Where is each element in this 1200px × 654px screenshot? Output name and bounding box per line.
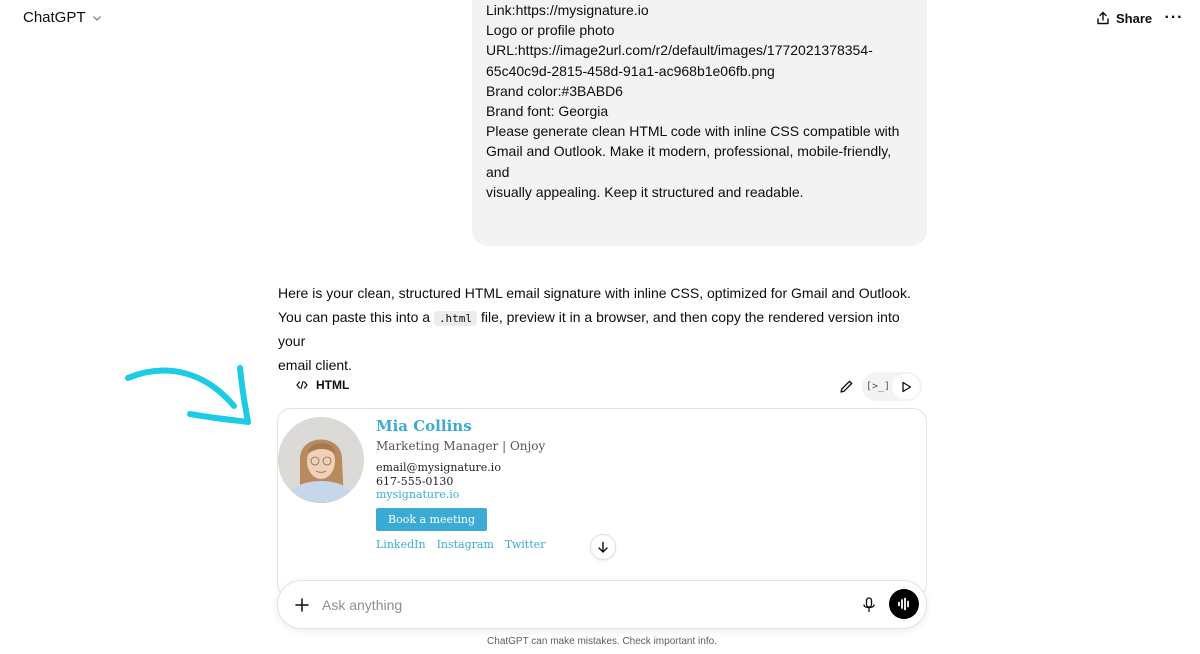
signature-name: Mia Collins	[376, 417, 472, 435]
reply-line-3: email client.	[278, 356, 352, 373]
user-message-line: Please generate clean HTML code with inline CSS compatible with	[486, 123, 900, 140]
annotation-arrow	[122, 360, 257, 435]
signature-title: Marketing Manager | Onjoy	[376, 439, 546, 453]
add-attachment-button[interactable]	[291, 594, 313, 616]
app-title: ChatGPT	[23, 9, 86, 26]
preview-run-button[interactable]	[892, 374, 920, 399]
user-message-line: Link:https://mysignature.io	[486, 2, 649, 18]
portrait-image	[278, 417, 364, 503]
signature-email[interactable]: email@mysignature.io	[376, 461, 501, 474]
dictate-button[interactable]	[858, 594, 880, 616]
social-links	[376, 538, 545, 551]
linkedin-link[interactable]: LinkedIn	[376, 537, 426, 551]
plus-icon	[295, 598, 309, 612]
share-label: Share	[1116, 10, 1153, 26]
pencil-icon	[839, 379, 854, 394]
user-message-line: Brand font: Georgia	[486, 103, 609, 120]
model-selector[interactable]	[23, 9, 102, 26]
chevron-down-icon	[92, 13, 102, 23]
code-language	[296, 378, 349, 392]
signature-preview	[277, 408, 927, 598]
assistant-reply	[278, 282, 928, 377]
code-language-label: HTML	[316, 378, 350, 392]
user-message-line: 65c40c9d-2815-458d-91a1-ac968b1e06fb.png	[486, 62, 775, 79]
profile-photo	[278, 417, 364, 503]
reply-line-1: Here is your clean, structured HTML email signature with inline CSS, optimized for Gmail and Outlook.	[278, 285, 911, 301]
scroll-to-bottom-button[interactable]	[590, 534, 616, 560]
waveform-icon	[897, 597, 911, 611]
signature-phone: 617-555-0130	[376, 474, 454, 488]
edit-code-button[interactable]	[836, 376, 856, 396]
view-toggle	[862, 372, 922, 401]
signature-content	[376, 415, 545, 551]
instagram-link[interactable]: Instagram	[436, 537, 494, 551]
user-message-line: URL:https://image2url.com/r2/default/images/1772021378354-	[486, 42, 873, 59]
reply-text: file, preview it in a browser, and then copy the rendered version into your	[278, 308, 900, 349]
book-meeting-button[interactable]: Book a meeting	[376, 508, 487, 531]
share-icon	[1096, 11, 1110, 25]
user-message-line: Brand color:#3BABD6	[486, 82, 623, 99]
inline-code: .html	[434, 311, 477, 326]
reply-text: You can paste this into a	[278, 308, 434, 325]
terminal-icon: [>_]	[865, 381, 891, 392]
user-message-line: Gmail and Outlook. Make it modern, professional, mobile-friendly, and	[486, 143, 896, 180]
message-input[interactable]	[322, 593, 842, 617]
more-icon: ···	[1164, 9, 1184, 26]
user-message-line: visually appealing. Keep it structured and readable.	[486, 183, 804, 200]
code-view-button[interactable]	[864, 374, 892, 399]
arrow-down-icon	[597, 541, 609, 554]
code-block-header	[278, 372, 926, 402]
user-message-bubble	[472, 0, 927, 246]
message-composer	[277, 580, 927, 629]
disclaimer: ChatGPT can make mistakes. Check important info.	[487, 636, 717, 647]
reply-line-2	[278, 306, 928, 354]
user-message-line: Logo or profile photo	[486, 22, 615, 39]
more-options-button[interactable]	[1162, 7, 1186, 29]
signature-website-link[interactable]: mysignature.io	[376, 488, 460, 501]
twitter-link[interactable]: Twitter	[504, 537, 546, 551]
microphone-icon	[862, 597, 876, 613]
share-button[interactable]	[1096, 7, 1152, 29]
voice-mode-button[interactable]	[889, 589, 919, 619]
play-icon	[901, 381, 912, 393]
code-icon	[296, 380, 308, 390]
